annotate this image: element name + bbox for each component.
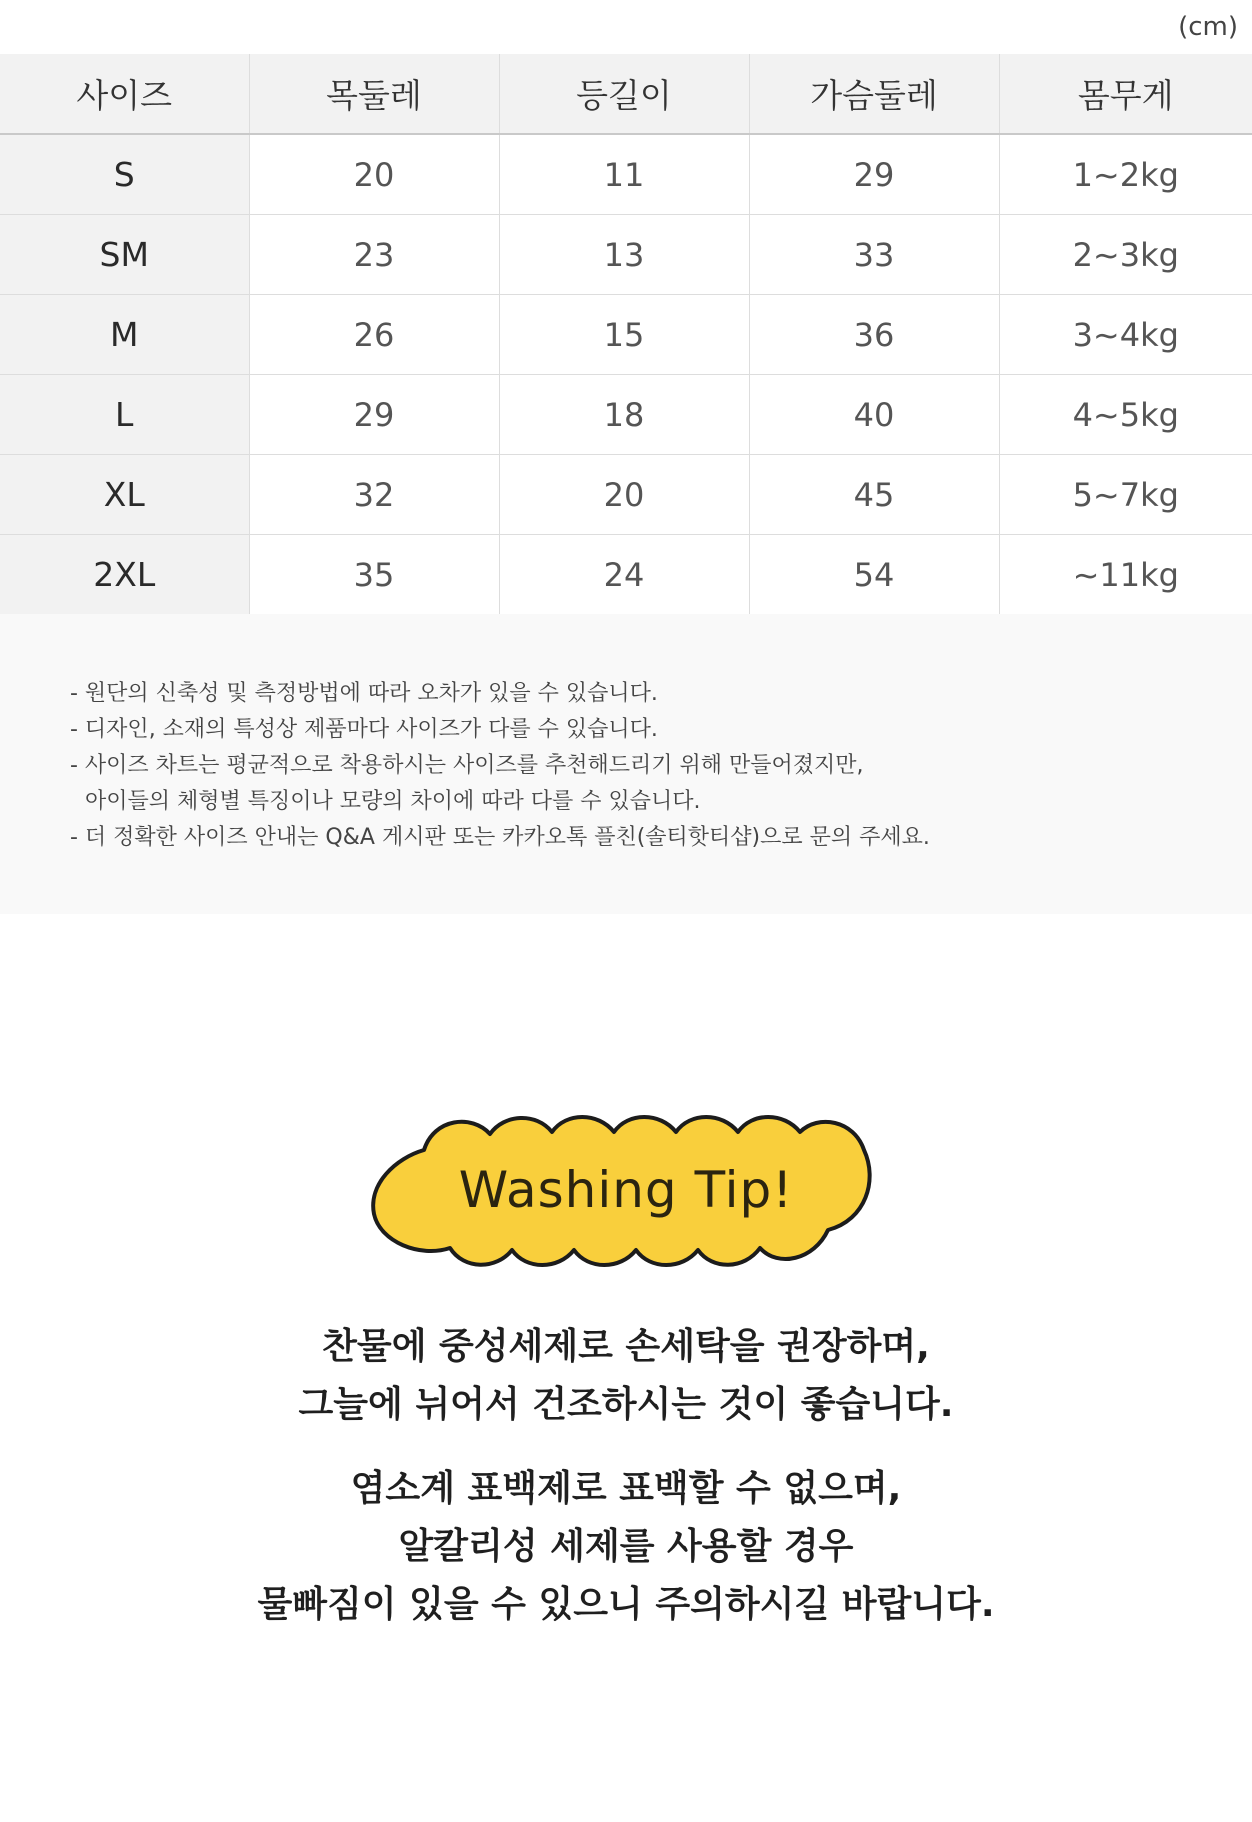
chest-cell: 29	[749, 134, 999, 215]
table-row	[0, 295, 1252, 375]
unit-label: (cm)	[1178, 12, 1238, 42]
neck-cell: 35	[249, 535, 499, 615]
note-continuation-text: 아이들의 체형별 특징이나 모량의 차이에 따라 다를 수 있습니다.	[85, 789, 701, 814]
chest-cell: 33	[749, 215, 999, 295]
table-header-row	[0, 54, 1252, 134]
washing-line: 그늘에 뉘어서 건조하시는 것이 좋습니다.	[298, 1384, 954, 1425]
washing-line: 찬물에 중성세제로 손세탁을 권장하며,	[322, 1326, 930, 1367]
note-item-continuation	[70, 784, 1252, 820]
note-item: - 더 정확한 사이즈 안내는 Q&A 게시판 또는 카카오톡 플친(솔티핫티샵)으로 문의 주세요.	[70, 825, 930, 850]
chest-cell: 40	[749, 375, 999, 455]
table-row	[0, 535, 1252, 615]
column-header-back-length: 등길이	[499, 54, 749, 134]
table-row	[0, 375, 1252, 455]
size-cell: S	[0, 134, 249, 215]
weight-cell: ~11kg	[999, 535, 1252, 615]
notes-list	[0, 614, 1252, 856]
note-item: - 디자인, 소재의 특성상 제품마다 사이즈가 다를 수 있습니다.	[70, 717, 658, 742]
washing-paragraph-1	[0, 1318, 1252, 1434]
back-length-cell: 24	[499, 535, 749, 615]
size-cell: XL	[0, 455, 249, 535]
weight-cell: 2~3kg	[999, 215, 1252, 295]
back-length-cell: 18	[499, 375, 749, 455]
weight-cell: 3~4kg	[999, 295, 1252, 375]
neck-cell: 23	[249, 215, 499, 295]
size-chart-table	[0, 54, 1252, 615]
weight-cell: 5~7kg	[999, 455, 1252, 535]
washing-tip-title: Washing Tip!	[458, 1161, 794, 1219]
size-cell: M	[0, 295, 249, 375]
note-item: - 원단의 신축성 및 측정방법에 따라 오차가 있을 수 있습니다.	[70, 681, 658, 706]
size-cell: 2XL	[0, 535, 249, 615]
column-header-neck: 목둘레	[249, 54, 499, 134]
back-length-cell: 15	[499, 295, 749, 375]
neck-cell: 26	[249, 295, 499, 375]
note-item: - 사이즈 차트는 평균적으로 착용하시는 사이즈를 추천해드리기 위해 만들어졌지만,	[70, 753, 864, 778]
neck-cell: 32	[249, 455, 499, 535]
table-row	[0, 455, 1252, 535]
back-length-cell: 20	[499, 455, 749, 535]
size-cell: SM	[0, 215, 249, 295]
washing-tip-badge	[366, 1110, 886, 1280]
neck-cell: 20	[249, 134, 499, 215]
washing-tips	[0, 1318, 1252, 1660]
size-notes-box	[0, 614, 1252, 914]
column-header-weight: 몸무게	[999, 54, 1252, 134]
washing-paragraph-2	[0, 1460, 1252, 1634]
table-row	[0, 134, 1252, 215]
chest-cell: 36	[749, 295, 999, 375]
chest-cell: 45	[749, 455, 999, 535]
weight-cell: 1~2kg	[999, 134, 1252, 215]
washing-line: 물빠짐이 있을 수 있으니 주의하시길 바랍니다.	[257, 1584, 995, 1625]
back-length-cell: 11	[499, 134, 749, 215]
table-row	[0, 215, 1252, 295]
size-cell: L	[0, 375, 249, 455]
washing-line: 알칼리성 세제를 사용할 경우	[398, 1526, 854, 1567]
weight-cell: 4~5kg	[999, 375, 1252, 455]
back-length-cell: 13	[499, 215, 749, 295]
washing-line: 염소계 표백제로 표백할 수 없으며,	[350, 1468, 902, 1509]
column-header-size: 사이즈	[0, 54, 249, 134]
neck-cell: 29	[249, 375, 499, 455]
chest-cell: 54	[749, 535, 999, 615]
column-header-chest: 가슴둘레	[749, 54, 999, 134]
